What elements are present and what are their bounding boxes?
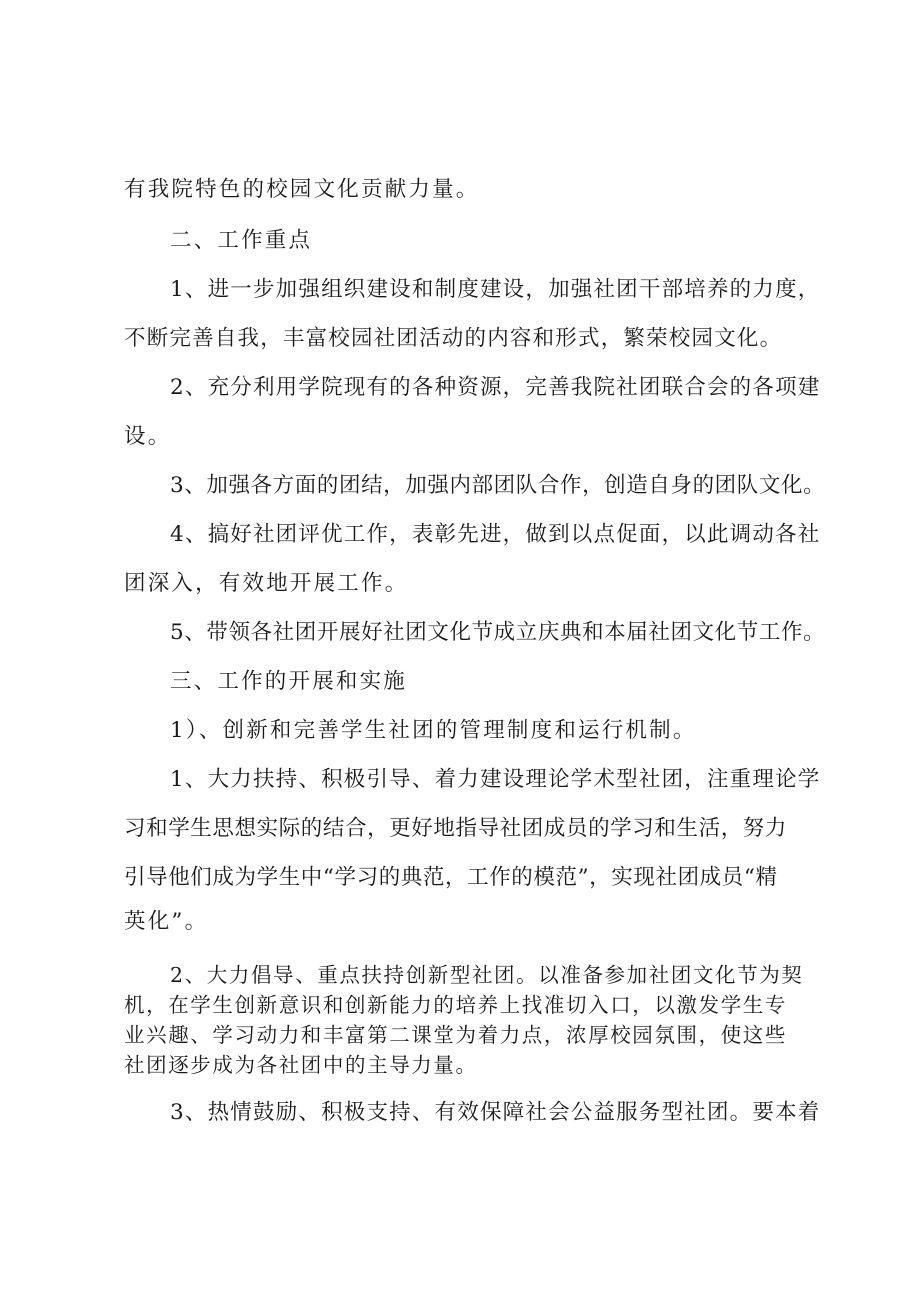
paragraph-line: 1、大力扶持、积极引导、着力建设理论学术型社团，注重理论学: [170, 767, 821, 792]
paragraph-line: 引导他们成为学生中“学习的典范，工作的模范”，实现社团成员“精: [124, 865, 778, 890]
subsection-heading: 1）、创新和完善学生社团的管理制度和运行机制。: [170, 718, 697, 743]
paragraph-line: 3、加强各方面的团结，加强内部团队合作，创造自身的团队文化。: [170, 473, 826, 498]
paragraph-line: 设。: [124, 424, 172, 449]
paragraph-line: 1、进一步加强组织建设和制度建设，加强社团干部培养的力度，: [170, 277, 821, 302]
paragraph-line: 习和学生思想实际的结合，更好地指导社团成员的学习和生活，努力: [124, 816, 788, 841]
paragraph-line: 5、带领各社团开展好社团文化节成立庆典和本届社团文化节工作。: [170, 620, 826, 645]
paragraph-line: 团深入，有效地开展工作。: [124, 571, 409, 596]
section-heading: 三、工作的开展和实施: [170, 669, 408, 694]
paragraph-line: 有我院特色的校园文化贡献力量。: [124, 177, 480, 202]
paragraph-line: 机，在学生创新意识和创新能力的培养上找准切入口，以激发学生专: [124, 993, 787, 1017]
paragraph-line: 业兴趣、学习动力和丰富第二课堂为着力点，浓厚校园氛围，使这些: [124, 1023, 787, 1047]
paragraph-line: 不断完善自我，丰富校园社团活动的内容和形式，繁荣校园文化。: [124, 326, 783, 351]
paragraph-line: 3、热情鼓励、积极支持、有效保障社会公益服务型社团。要本着: [170, 1100, 821, 1125]
paragraph-line: 2、充分利用学院现有的各种资源，完善我院社团联合会的各项建: [170, 375, 821, 400]
paragraph-line: 4、搞好社团评优工作，表彰先进，做到以点促面，以此调动各社: [170, 522, 821, 547]
section-heading: 二、工作重点: [170, 228, 313, 253]
paragraph-line: 英化”。: [124, 909, 209, 934]
paragraph-line: 2、大力倡导、重点扶持创新型社团。以准备参加社团文化节为契: [170, 963, 804, 987]
paragraph-line: 社团逐步成为各社团中的主导力量。: [124, 1053, 478, 1077]
